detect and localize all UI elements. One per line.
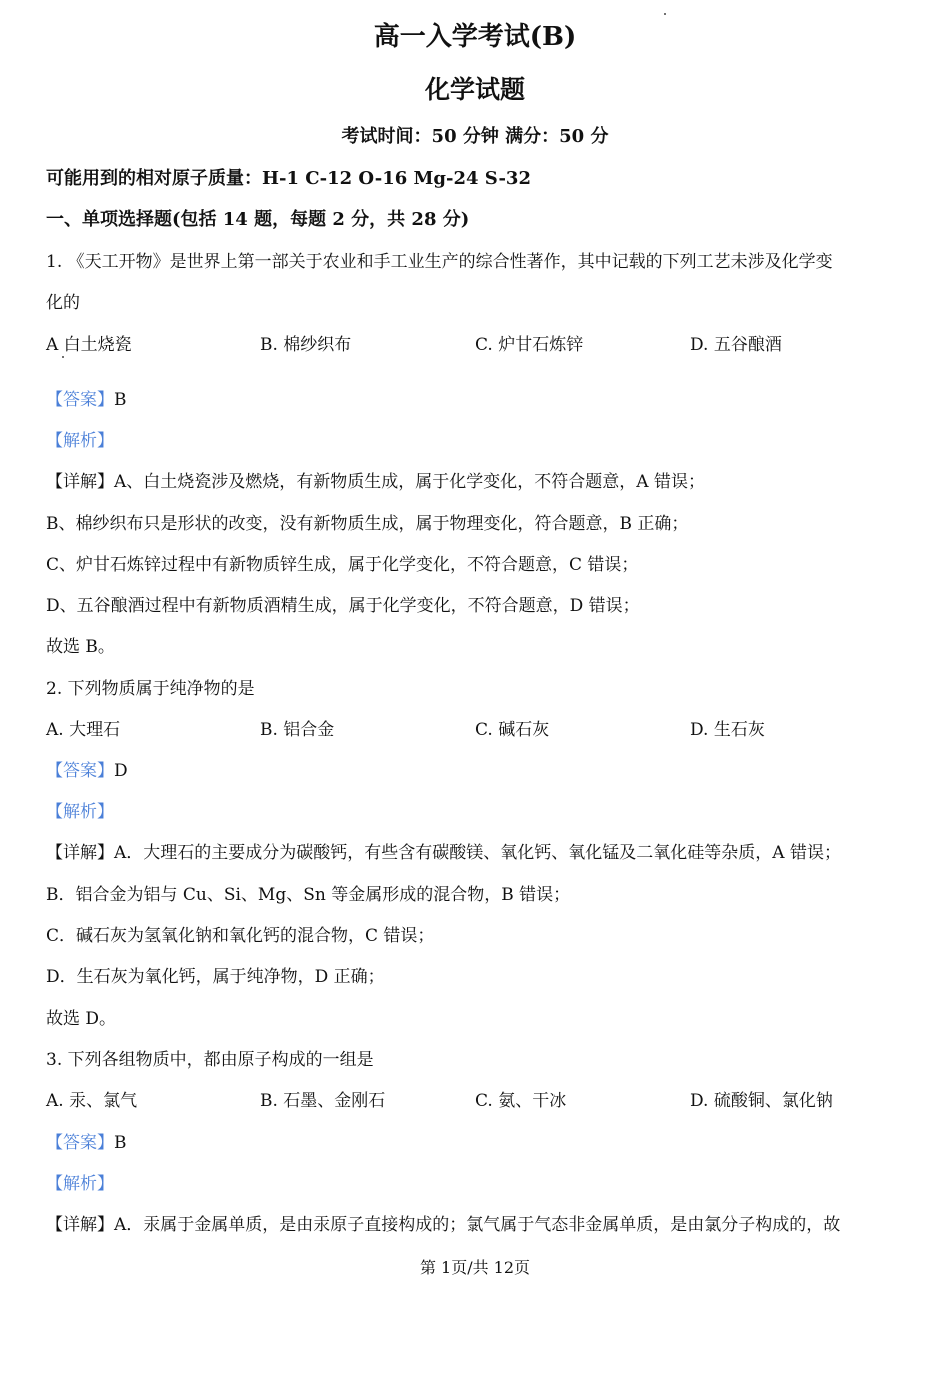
subject-title: 化学试题 bbox=[424, 75, 525, 104]
detail-line: B、棉纱织布只是形状的改变，没有新物质生成，属于物理变化，符合题意，B 正确； bbox=[46, 514, 689, 534]
answer-value: B bbox=[114, 390, 127, 410]
option-d: D. 硫酸铜、氯化钠 bbox=[690, 1091, 833, 1111]
detail-line: C、炉甘石炼锌过程中有新物质锌生成，属于化学变化，不符合题意，C 错误； bbox=[46, 555, 639, 575]
exam-info: 考试时间：50 分钟 满分：50 分 bbox=[341, 126, 609, 147]
detail-label: 【详解】 bbox=[46, 1215, 114, 1235]
analysis-label: 【解析】 bbox=[46, 431, 114, 451]
question-1-stem-cont: 化的 bbox=[46, 293, 80, 313]
detail-label: 【详解】 bbox=[46, 472, 114, 492]
option-c: C. 氨、干冰 bbox=[475, 1091, 567, 1111]
answer-label: 【答案】 bbox=[46, 761, 114, 781]
detail-label: 【详解】 bbox=[46, 843, 114, 863]
answer-line bbox=[46, 756, 128, 781]
speck-mark bbox=[62, 356, 64, 358]
answer-label: 【答案】 bbox=[46, 390, 114, 410]
option-b: B. 石墨、金刚石 bbox=[260, 1091, 386, 1111]
speck-mark bbox=[664, 13, 666, 15]
analysis-label: 【解析】 bbox=[46, 1174, 114, 1194]
answer-label: 【答案】 bbox=[46, 1133, 114, 1153]
option-d: D. 生石灰 bbox=[690, 720, 765, 740]
page-footer: 第 1页/共 12页 bbox=[419, 1258, 531, 1277]
detail-line: D．生石灰为氧化钙，属于纯净物，D 正确； bbox=[46, 967, 385, 987]
answer-line bbox=[46, 1128, 127, 1153]
answer-value: D bbox=[114, 761, 128, 781]
detail-line: D、五谷酿酒过程中有新物质酒精生成，属于化学变化，不符合题意，D 错误； bbox=[46, 596, 640, 616]
section-heading: 一、单项选择题(包括 14 题，每题 2 分，共 28 分) bbox=[46, 209, 470, 230]
exam-title: 高一入学考试(B) bbox=[373, 22, 577, 52]
detail-text: A．汞属于金属单质，是由汞原子直接构成的；氯气属于气态非金属单质，是由氯分子构成的，故 bbox=[114, 1215, 841, 1235]
conclusion-line: 故选 D。 bbox=[46, 1009, 117, 1029]
detail-line bbox=[46, 1210, 840, 1235]
question-3-stem: 3. 下列各组物质中，都由原子构成的一组是 bbox=[46, 1050, 374, 1070]
detail-line: C．碱石灰为氢氧化钠和氧化钙的混合物，C 错误； bbox=[46, 926, 435, 946]
option-a: A. 汞、氯气 bbox=[46, 1091, 138, 1111]
analysis-label: 【解析】 bbox=[46, 802, 114, 822]
answer-value: B bbox=[114, 1133, 127, 1153]
answer-line bbox=[46, 385, 127, 410]
option-c: C. 碱石灰 bbox=[475, 720, 550, 740]
question-1-stem: 1. 《天工开物》是世界上第一部关于农业和手工业生产的综合性著作，其中记载的下列工艺未涉及化学变 bbox=[46, 252, 833, 272]
option-d: D. 五谷酿酒 bbox=[690, 335, 782, 355]
detail-line bbox=[46, 838, 841, 863]
detail-text: A、白土烧瓷涉及燃烧，有新物质生成，属于化学变化，不符合题意，A 错误； bbox=[114, 472, 705, 492]
conclusion-line: 故选 B。 bbox=[46, 637, 115, 657]
atomic-masses: 可能用到的相对原子质量：H-1 C-12 O-16 Mg-24 S-32 bbox=[46, 168, 531, 189]
option-a: A. 大理石 bbox=[46, 720, 121, 740]
option-b: B. 棉纱织布 bbox=[260, 335, 352, 355]
option-a: A 白土烧瓷 bbox=[46, 335, 132, 355]
option-c: C. 炉甘石炼锌 bbox=[475, 335, 584, 355]
option-b: B. 铝合金 bbox=[260, 720, 335, 740]
question-2-stem: 2. 下列物质属于纯净物的是 bbox=[46, 679, 255, 699]
detail-line: B．铝合金为铝与 Cu、Si、Mg、Sn 等金属形成的混合物，B 错误； bbox=[46, 885, 571, 905]
detail-text: A．大理石的主要成分为碳酸钙，有些含有碳酸镁、氧化钙、氧化锰及二氧化硅等杂质，A 错误； bbox=[114, 843, 841, 863]
detail-line bbox=[46, 467, 705, 492]
